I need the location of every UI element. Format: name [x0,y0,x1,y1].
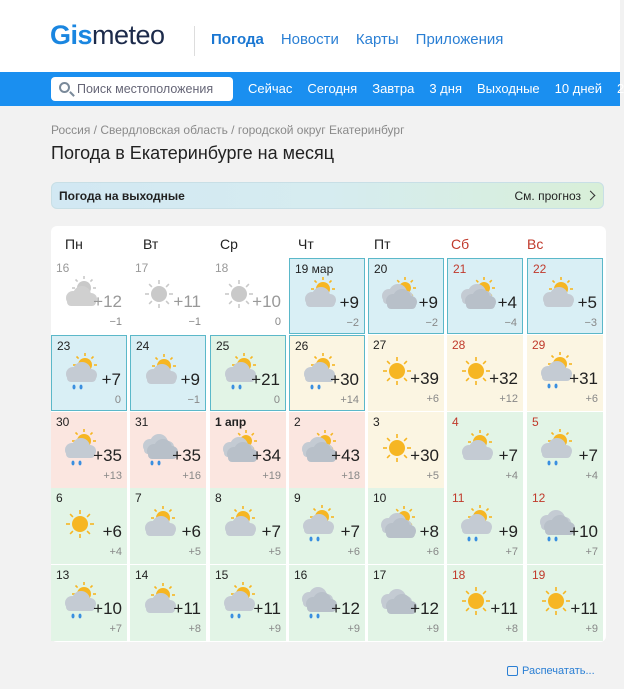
day-number: 31 [135,415,149,429]
tab-weekend[interactable]: Выходные [477,81,540,96]
day-number: 19 [532,568,546,582]
min-temp: +8 [505,623,518,635]
min-temp: +5 [426,470,439,482]
calendar-day[interactable] [130,335,206,411]
min-temp: +14 [340,394,359,406]
partly-cloudy-icon [139,504,179,544]
sun-icon [60,504,100,544]
rain-sun-icon [536,428,576,468]
day-number: 10 [373,491,387,505]
partly-cloudy-icon [537,275,577,315]
day-number: 1 апр [215,415,247,429]
min-temp: −1 [109,316,122,328]
day-number: 15 [215,568,229,582]
calendar-day[interactable] [447,565,523,641]
day-number: 17 [135,261,149,275]
day-number: 27 [373,338,387,352]
day-number: 9 [294,491,301,505]
calendar-day[interactable] [447,335,523,411]
min-temp: −4 [504,317,517,329]
forecast-nav-bar [0,72,624,106]
min-temp: −1 [187,394,200,406]
min-temp: +12 [499,393,518,405]
max-temp: +32 [489,369,518,388]
max-temp: +10 [93,599,122,618]
min-temp: −2 [425,317,438,329]
day-number: 13 [56,568,70,582]
day-number: 19 мар [295,262,334,276]
calendar-day[interactable] [210,565,286,641]
rain-sun-icon [61,352,101,392]
rain-sun-icon [298,504,338,544]
day-number: 5 [532,415,539,429]
max-temp: +11 [173,292,201,311]
weekday-label: Пн [65,236,83,252]
calendar-day[interactable] [289,488,365,564]
calendar-day[interactable] [51,488,127,564]
calendar-day[interactable] [130,488,206,564]
search-input[interactable] [77,79,227,99]
chevron-right-icon [586,191,596,201]
max-temp: +30 [410,446,439,465]
max-temp: +8 [419,522,439,541]
max-temp: +43 [331,446,360,465]
max-temp: +12 [93,292,122,311]
max-temp: +11 [570,599,598,618]
calendar-day[interactable] [447,412,523,488]
max-temp: +4 [497,293,517,312]
max-temp: +35 [93,446,122,465]
page-title: Погода в Екатеринбурге на месяц [51,143,335,163]
max-temp: +6 [181,522,201,541]
gismeteo-logo[interactable]: Gismeteo [50,20,165,50]
day-number: 7 [135,491,142,505]
min-temp: +8 [188,623,201,635]
max-temp: +30 [330,370,359,389]
day-number: 17 [373,568,387,582]
max-temp: +34 [252,446,281,465]
calendar-day[interactable] [51,412,127,488]
rain-sun-icon [456,504,496,544]
calendar-day[interactable] [289,258,365,334]
calendar-day[interactable] [527,565,603,641]
day-number: 18 [452,568,466,582]
search-icon [59,82,70,93]
header-divider [194,26,195,56]
calendar-day[interactable] [447,488,523,564]
min-temp: −2 [346,317,359,329]
calendar-day[interactable] [210,258,286,334]
min-temp: +4 [505,470,518,482]
nav-item-apps[interactable]: Приложения [415,31,504,48]
main-nav [211,31,503,48]
max-temp: +9 [498,522,518,541]
min-temp: +18 [341,470,360,482]
min-temp: +16 [182,470,201,482]
calendar-day[interactable] [51,565,127,641]
min-temp: 0 [114,394,121,406]
max-temp: +7 [340,522,360,541]
max-temp: +10 [569,522,598,541]
day-number: 18 [215,261,229,275]
min-temp: +13 [103,470,122,482]
weekday-label: Ср [220,236,238,252]
day-number: 23 [57,339,71,353]
tab-tomorrow[interactable]: Завтра [372,81,415,96]
calendar-day[interactable] [368,412,444,488]
partly-cloudy-icon [219,504,259,544]
calendar-day[interactable] [289,335,365,411]
weekend-forecast-banner[interactable] [51,182,604,209]
top-header [0,0,620,72]
tab-2-weeks[interactable]: 2 [616,81,624,96]
nav-item-maps[interactable]: Карты [355,31,399,48]
day-number: 20 [374,262,388,276]
day-number: 16 [56,261,70,275]
calendar-day[interactable] [527,488,603,564]
max-temp: +31 [569,369,598,388]
weekday-label: Вт [143,236,159,252]
min-temp: −3 [584,317,597,329]
weekday-label: Вс [527,236,544,252]
min-temp: +6 [347,546,360,558]
day-number: 12 [532,491,546,505]
cloudy-sun-icon [377,504,417,544]
day-number: 16 [294,568,308,582]
min-temp: +7 [505,546,518,558]
min-temp: +19 [262,470,281,482]
location-search[interactable] [51,77,233,101]
max-temp: +9 [339,293,359,312]
max-temp: +5 [577,293,597,312]
min-temp: +6 [426,393,439,405]
calendar-day[interactable] [289,412,365,488]
tab-today[interactable]: Сегодня [307,81,358,96]
day-number: 26 [295,339,309,353]
day-number: 2 [294,415,301,429]
day-number: 22 [533,262,547,276]
min-temp: +6 [426,546,439,558]
weekday-label: Пт [374,236,391,252]
nav-item-weather[interactable]: Погода [211,31,264,48]
weekday-header [51,226,606,258]
day-number: 3 [373,415,380,429]
min-temp: −1 [188,316,201,328]
calendar-day[interactable] [368,258,444,334]
calendar-day[interactable] [447,258,523,334]
weekend-banner-label: Погода на выходные [59,189,185,203]
see-forecast-link[interactable]: См. прогноз [514,189,581,203]
calendar-day[interactable] [51,335,127,411]
weekday-label: Чт [298,236,314,252]
calendar-day[interactable] [51,258,127,334]
min-temp: +4 [585,470,598,482]
day-number: 8 [215,491,222,505]
calendar-day[interactable] [130,565,206,641]
partly-cloudy-icon [456,428,496,468]
min-temp: 0 [274,316,281,328]
calendar-day[interactable] [527,412,603,488]
day-number: 28 [452,338,466,352]
max-temp: +11 [253,599,281,618]
max-temp: +39 [410,369,439,388]
print-link[interactable]: Распечатать... [522,665,595,677]
printer-icon [507,666,518,676]
day-number: 29 [532,338,546,352]
max-temp: +11 [173,599,201,618]
min-temp: +5 [188,546,201,558]
max-temp: +12 [410,599,439,618]
calendar-day[interactable] [130,258,206,334]
day-number: 25 [216,339,230,353]
min-temp: +9 [585,623,598,635]
breadcrumb[interactable]: Россия / Свердловская область / городской округ Екатеринбург [51,123,405,137]
max-temp: +11 [490,599,518,618]
calendar-day[interactable] [368,565,444,641]
min-temp: +6 [585,393,598,405]
calendar-day[interactable] [527,335,603,411]
max-temp: +7 [578,446,598,465]
max-temp: +12 [331,599,360,618]
max-temp: +7 [498,446,518,465]
day-number: 21 [453,262,467,276]
max-temp: +35 [172,446,201,465]
min-temp: +9 [347,623,360,635]
min-temp: +7 [109,623,122,635]
calendar-day[interactable] [289,565,365,641]
calendar-day[interactable] [210,335,286,411]
max-temp: +7 [101,370,121,389]
nav-item-news[interactable]: Новости [280,31,339,48]
min-temp: 0 [273,394,280,406]
day-number: 24 [136,339,150,353]
min-temp: +9 [268,623,281,635]
tab-now[interactable]: Сейчас [248,81,293,96]
partly-cloudy-icon [140,352,180,392]
partly-cloudy-icon [299,275,339,315]
tab-10-days[interactable]: 10 дней [554,81,602,96]
max-temp: +10 [252,292,281,311]
day-number: 11 [452,491,465,505]
calendar-day[interactable] [368,488,444,564]
weekday-label: Сб [451,236,470,252]
min-temp: +4 [109,546,122,558]
calendar-day[interactable] [368,335,444,411]
min-temp: +7 [585,546,598,558]
calendar-day[interactable] [130,412,206,488]
max-temp: +21 [251,370,280,389]
day-number: 30 [56,415,70,429]
calendar-day[interactable] [210,488,286,564]
calendar-day[interactable] [527,258,603,334]
max-temp: +9 [418,293,438,312]
month-calendar [51,226,606,642]
tab-3-days[interactable]: 3 дня [429,81,462,96]
day-number: 4 [452,415,459,429]
min-temp: +5 [268,546,281,558]
cloudy-sun-icon [378,275,418,315]
period-tabs [248,81,624,96]
calendar-day[interactable] [210,412,286,488]
day-number: 14 [135,568,149,582]
cloudy-sun-icon [457,275,497,315]
max-temp: +7 [261,522,281,541]
day-number: 6 [56,491,63,505]
max-temp: +9 [180,370,200,389]
min-temp: +9 [426,623,439,635]
max-temp: +6 [102,522,122,541]
